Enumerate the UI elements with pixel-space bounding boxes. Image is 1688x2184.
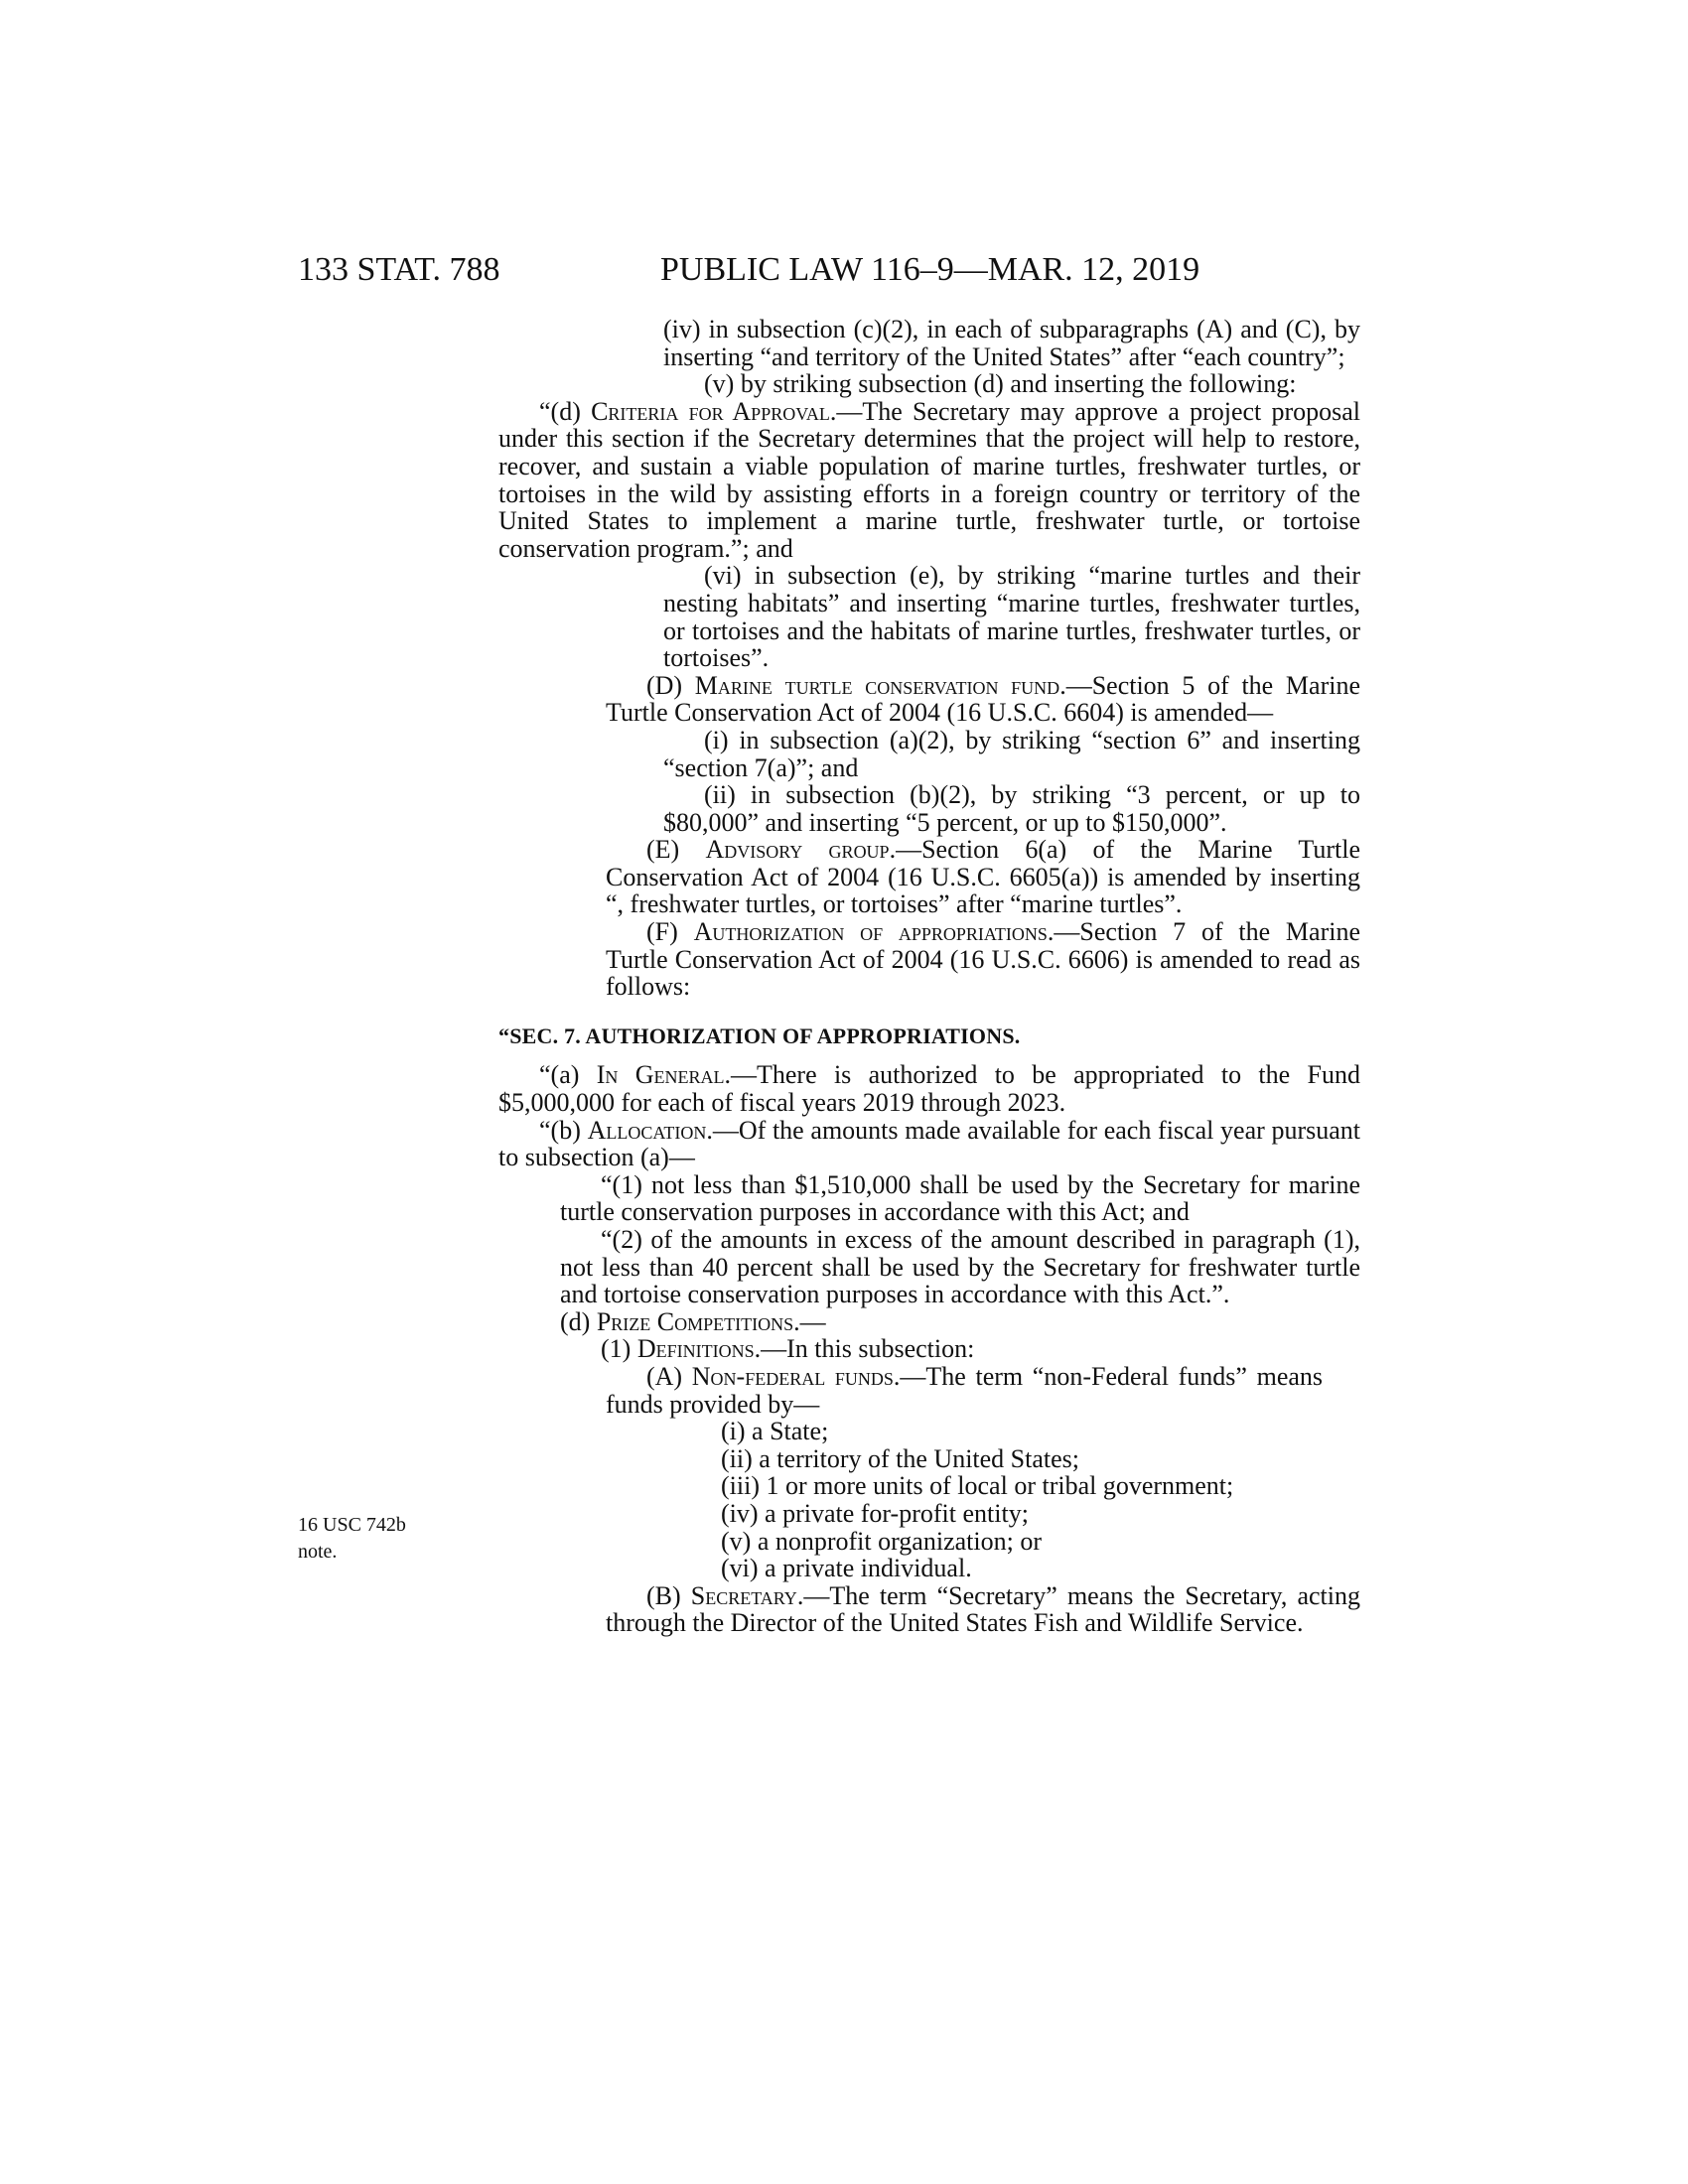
- subparagraph-e-heading: Advisory group: [705, 835, 890, 865]
- subsection-a: [498, 1061, 1360, 1116]
- subsection-d-prize: [498, 1308, 1360, 1336]
- subsection-d-heading: Criteria for Approval: [591, 396, 830, 426]
- source-territory: (ii) a territory of the United States;: [721, 1443, 1080, 1473]
- source-state: (i) a State;: [721, 1417, 829, 1446]
- definitions: [498, 1335, 1360, 1363]
- clause-v-text: (v) by striking subsection (d) and inserting the following:: [704, 369, 1297, 399]
- clause-vi: [498, 562, 1360, 671]
- paragraph-1-text: “(1) not less than $1,510,000 shall be used by the Secretary for marine turtle conservation purposes in accordance with this Act; and: [560, 1169, 1360, 1227]
- subparagraph-f-text: .—Section 7 of the Marine Turtle Conservation Act of 2004 (16 U.S.C. 6606) is amended to read as follows:: [606, 917, 1361, 1002]
- clause-iv: [498, 316, 1360, 370]
- subsection-d-lead: “(d): [539, 396, 592, 426]
- paragraph-2: [498, 1226, 1360, 1308]
- def-non-federal-funds: [498, 1363, 1323, 1418]
- clause-i: [498, 727, 1360, 781]
- source-for-profit: (iv) a private for-profit entity;: [721, 1498, 1029, 1528]
- subparagraph-f-lead: (F): [646, 917, 694, 947]
- subparagraph-d: [498, 672, 1360, 727]
- paragraph-1: [498, 1171, 1360, 1226]
- definitions-lead: (1): [601, 1334, 637, 1364]
- clause-ii-text: (ii) in subsection (b)(2), by striking “3 percent, or up to $80,000” and inserting “5 percent, or up to $150,000”.: [663, 780, 1360, 837]
- subparagraph-e-text: .—Section 6(a) of the Marine Turtle Conservation Act of 2004 (16 U.S.C. 6605(a)) is amended by inserting “, freshwater turtles, or tortoises” after “marine turtles”.: [606, 835, 1360, 919]
- def-a-text: .—The term “non-Federal funds” means funds provided by—: [606, 1361, 1324, 1419]
- clause-ii: [498, 781, 1360, 836]
- prize-heading: Prize Competitions: [596, 1306, 794, 1336]
- clause-iv-text: (iv) in subsection (c)(2), in each of subparagraphs (A) and (C), by inserting “and territory of the United States” after “each country”;: [663, 315, 1360, 371]
- section-7-heading: “SEC. 7. AUTHORIZATION OF APPROPRIATIONS.: [498, 1023, 1021, 1048]
- subparagraph-d-lead: (D): [646, 670, 695, 700]
- prize-text: .—: [793, 1306, 826, 1336]
- clause-i-text: (i) in subsection (a)(2), by striking “section 6” and inserting “section 7(a)”; and: [663, 725, 1360, 782]
- subsection-b-text: .—Of the amounts made available for each fiscal year pursuant to subsection (a)—: [498, 1115, 1361, 1172]
- subparagraph-e-lead: (E): [646, 835, 706, 865]
- subparagraph-e: [498, 836, 1360, 918]
- def-b-heading: Secretary: [690, 1580, 797, 1610]
- running-header: PUBLIC LAW 116–9—MAR. 12, 2019: [660, 251, 1200, 288]
- margin-citation-note: 16 USC 742b note.: [298, 1514, 406, 1563]
- subsection-d-text: .—The Secretary may approve a project proposal under this section if the Secretary determines that the project will help to restore, recover, and sustain a viable population of marine turtles, freshwater turtles, or tortoises in the wild by assisting efforts in a foreign country or territory of the United States to implement a marine turtle, freshwater turtle, or tortoise conservation program.”; and: [498, 396, 1361, 563]
- subsection-b-heading: Allocation: [587, 1115, 707, 1145]
- def-b-text: .—The term “Secretary” means the Secretary, acting through the Director of the United States Fish and Wildlife Service.: [606, 1580, 1360, 1638]
- subparagraph-d-text: .—Section 5 of the Marine Turtle Conservation Act of 2004 (16 U.S.C. 6604) is amended—: [606, 670, 1360, 728]
- inserted-subsection-d: [498, 398, 1360, 563]
- subsection-b-lead: “(b): [539, 1115, 588, 1145]
- subparagraph-d-heading: Marine turtle conservation fund: [694, 670, 1060, 700]
- def-b-lead: (B): [646, 1580, 691, 1610]
- page-stat-number: 133 STAT. 788: [298, 251, 500, 288]
- source-nonprofit: (v) a nonprofit organization; or: [721, 1526, 1042, 1556]
- clause-vi-text: (vi) in subsection (e), by striking “marine turtles and their nesting habitats” and inserting “marine turtles, freshwater turtles, or tortoises and the habitats of marine turtles, freshwater turtles, or tortoises”.: [663, 561, 1360, 673]
- subsection-a-lead: “(a): [539, 1060, 597, 1090]
- def-secretary: [498, 1582, 1360, 1637]
- subsection-a-heading: In General: [596, 1060, 725, 1090]
- definitions-text: .—In this subsection:: [754, 1334, 975, 1364]
- def-a-heading: Non-federal funds: [691, 1361, 894, 1391]
- subsection-a-text: .—There is authorized to be appropriated to the Fund $5,000,000 for each of fiscal years 2019 through 2023.: [498, 1060, 1360, 1118]
- source-local-government: (iii) 1 or more units of local or tribal government;: [721, 1471, 1234, 1501]
- statute-body: [498, 316, 1360, 1637]
- subsection-b: [498, 1117, 1360, 1171]
- subparagraph-f-heading: Authorization of appropriations: [693, 917, 1048, 947]
- prize-lead: (d): [560, 1306, 597, 1336]
- source-individual: (vi) a private individual.: [721, 1554, 972, 1583]
- paragraph-2-text: “(2) of the amounts in excess of the amount described in paragraph (1), not less than 40 percent shall be used by the Secretary for freshwater turtle and tortoise conservation purposes in accordance with this Act.”.: [560, 1225, 1360, 1309]
- def-a-lead: (A): [646, 1361, 692, 1391]
- definitions-heading: Definitions: [636, 1334, 755, 1364]
- clause-v: [498, 370, 1360, 398]
- subparagraph-f: [498, 918, 1360, 1001]
